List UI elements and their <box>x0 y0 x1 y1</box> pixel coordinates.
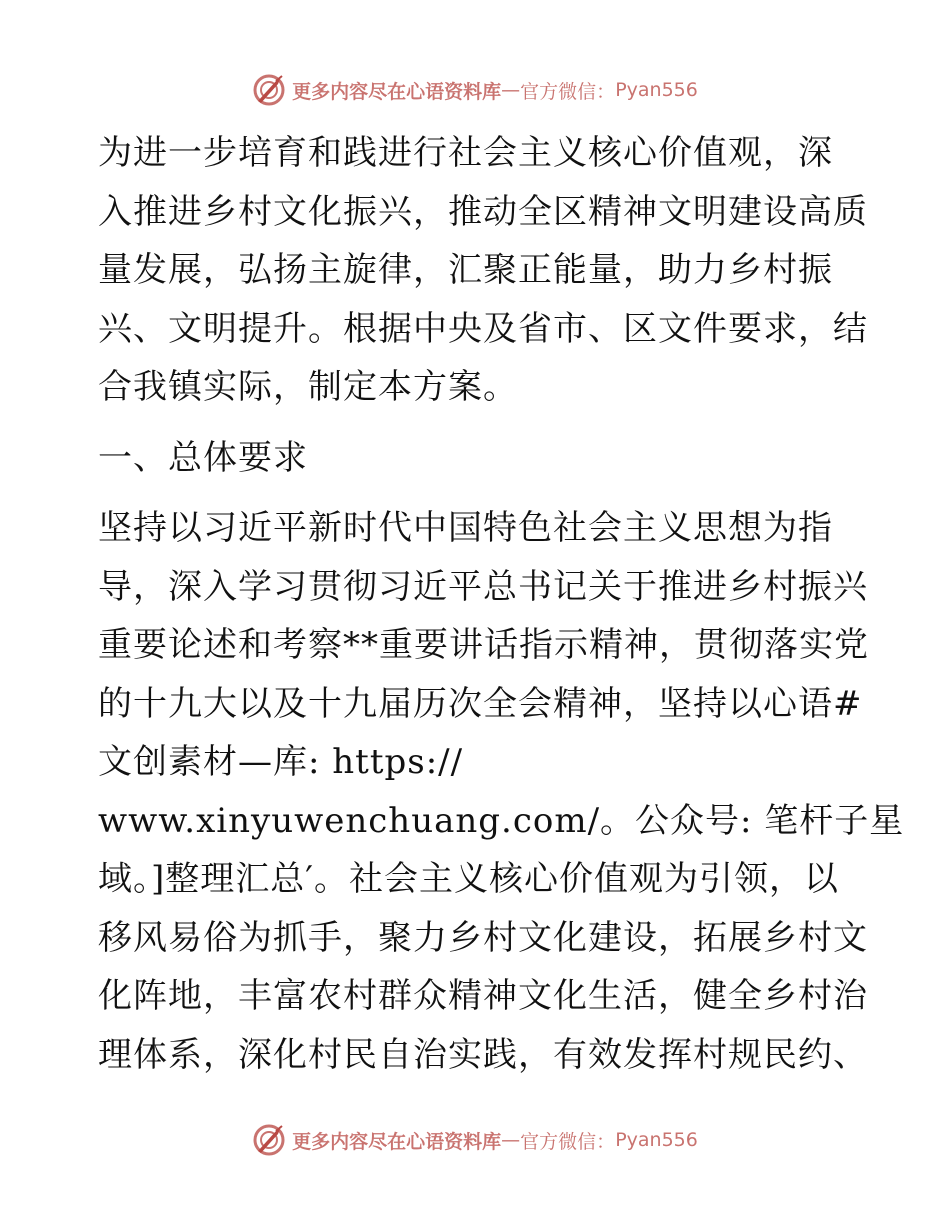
text-line: 导，深入学习贯彻习近平总书记关于推进乡村振兴 <box>98 566 868 607</box>
text-line: 坚持以习近平新时代中国特色社会主义思想为指 <box>98 508 833 548</box>
banner-wechat-id: Pyan556 <box>615 1129 698 1151</box>
text-line: 量发展，弘扬主旋律，汇聚正能量，助力乡村振 <box>98 250 833 290</box>
banner-wechat-label: 官方微信： <box>520 1130 616 1153</box>
paragraph-requirements <box>98 499 905 1084</box>
text-line: www.xinyuwenchuang.com/。公众号: 笔杆子星 <box>98 800 905 841</box>
banner-site-name: 更多内容尽在心语资料库 <box>292 80 502 103</box>
quill-logo-icon <box>252 73 286 107</box>
text-line: 合我镇实际，制定本方案。 <box>98 367 518 407</box>
document-body <box>98 124 905 1084</box>
paragraph-intro <box>98 124 868 417</box>
text-line: 重要论述和考察**重要讲话指示精神，贯彻落实党 <box>98 625 869 665</box>
banner-site-name: 更多内容尽在心语资料库 <box>292 1130 502 1153</box>
banner-separator: — <box>501 1129 521 1151</box>
text-line: 兴、文明提升。根据中央及省市、区文件要求，结 <box>98 308 868 349</box>
section-heading <box>98 429 858 488</box>
quill-logo-icon <box>252 1123 286 1157</box>
text-line: 域。]整理汇总′。社会主义核心价值观为引领，以 <box>98 859 839 899</box>
text-line: 为进一步培育和践进行社会主义核心价值观，深 <box>98 133 833 173</box>
paragraph-gap <box>98 417 858 429</box>
footer-watermark-banner <box>0 1120 950 1160</box>
paragraph-gap <box>98 487 858 499</box>
banner-wechat-label: 官方微信： <box>520 80 616 103</box>
text-line: 理体系，深化村民自治实践，有效发挥村规民约、 <box>98 1034 868 1075</box>
text-line: 的十九大以及十九届历次全会精神，坚持以心语# <box>98 683 863 724</box>
banner-separator: — <box>501 79 521 101</box>
text-line: 化阵地，丰富农村群众精神文化生活，健全乡村治 <box>98 976 868 1016</box>
heading-line: 一、总体要求 <box>98 437 308 478</box>
banner-wechat-id: Pyan556 <box>615 79 698 101</box>
text-line: 入推进乡村文化振兴，推动全区精神文明建设高质 <box>98 191 868 232</box>
text-line: 文创素材—库: https:// <box>98 742 464 782</box>
header-watermark-banner <box>0 70 950 110</box>
text-line: 移风易俗为抓手，聚力乡村文化建设，拓展乡村文 <box>98 917 868 958</box>
